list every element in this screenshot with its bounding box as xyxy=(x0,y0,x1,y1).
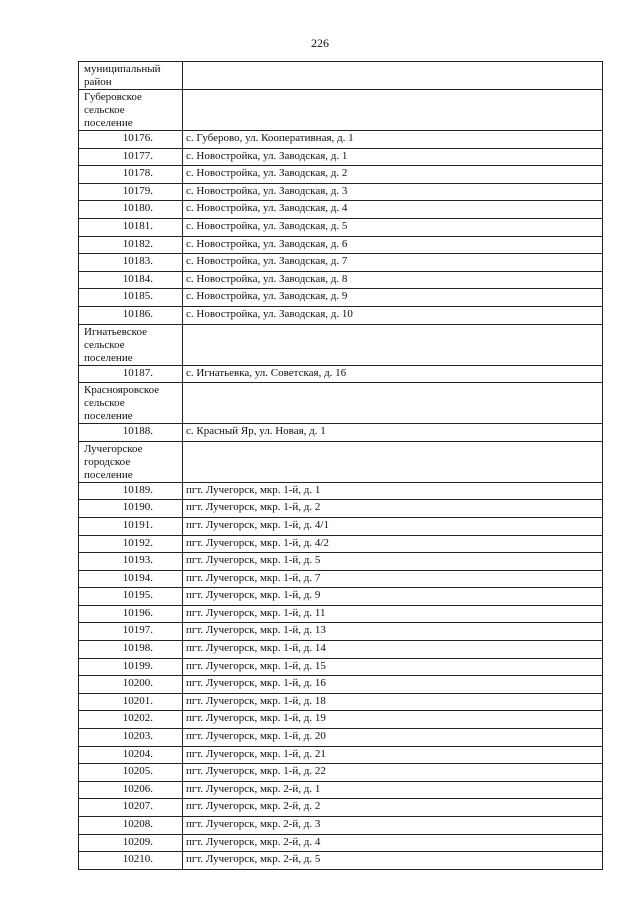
entry-address: пгт. Лучегорск, мкр. 1-й, д. 7 xyxy=(183,570,603,588)
entry-address: с. Новостройка, ул. Заводская, д. 3 xyxy=(183,183,603,201)
empty-cell xyxy=(183,441,603,482)
entry-number: 10205. xyxy=(79,764,183,782)
settlement-group-row xyxy=(79,324,603,365)
entry-number: 10190. xyxy=(79,500,183,518)
table-row xyxy=(79,693,603,711)
entry-address: пгт. Лучегорск, мкр. 1-й, д. 4/1 xyxy=(183,517,603,535)
empty-cell xyxy=(183,62,603,90)
settlement-group-row xyxy=(79,62,603,90)
entry-address: с. Новостройка, ул. Заводская, д. 7 xyxy=(183,254,603,272)
table-row xyxy=(79,676,603,694)
entry-address: пгт. Лучегорск, мкр. 2-й, д. 5 xyxy=(183,852,603,870)
table-row xyxy=(79,799,603,817)
entry-address: с. Губерово, ул. Кооперативная, д. 1 xyxy=(183,131,603,149)
entry-number: 10209. xyxy=(79,834,183,852)
entry-number: 10191. xyxy=(79,517,183,535)
entry-address: пгт. Лучегорск, мкр. 2-й, д. 2 xyxy=(183,799,603,817)
entry-number: 10195. xyxy=(79,588,183,606)
entry-address: пгт. Лучегорск, мкр. 1-й, д. 22 xyxy=(183,764,603,782)
table-row xyxy=(79,746,603,764)
table-row xyxy=(79,289,603,307)
entry-address: с. Новостройка, ул. Заводская, д. 5 xyxy=(183,218,603,236)
empty-cell xyxy=(183,383,603,424)
entry-number: 10177. xyxy=(79,148,183,166)
entry-number: 10188. xyxy=(79,424,183,442)
table-row xyxy=(79,148,603,166)
entry-number: 10181. xyxy=(79,218,183,236)
entry-number: 10201. xyxy=(79,693,183,711)
table-row xyxy=(79,271,603,289)
table-row xyxy=(79,834,603,852)
settlement-name: Лучегорское городское поселение xyxy=(79,441,183,482)
settlement-name: Игнатьевское сельское поселение xyxy=(79,324,183,365)
settlement-group-row xyxy=(79,383,603,424)
entry-address: пгт. Лучегорск, мкр. 2-й, д. 1 xyxy=(183,781,603,799)
entry-address: с. Новостройка, ул. Заводская, д. 2 xyxy=(183,166,603,184)
entry-number: 10208. xyxy=(79,817,183,835)
table-row xyxy=(79,306,603,324)
entry-number: 10182. xyxy=(79,236,183,254)
entry-number: 10192. xyxy=(79,535,183,553)
entry-number: 10189. xyxy=(79,482,183,500)
table-row xyxy=(79,817,603,835)
entry-number: 10183. xyxy=(79,254,183,272)
entry-number: 10193. xyxy=(79,553,183,571)
entry-address: пгт. Лучегорск, мкр. 1-й, д. 16 xyxy=(183,676,603,694)
settlement-name: Краснояровское сельское поселение xyxy=(79,383,183,424)
table-row xyxy=(79,588,603,606)
entry-number: 10184. xyxy=(79,271,183,289)
empty-cell xyxy=(183,324,603,365)
entry-number: 10180. xyxy=(79,201,183,219)
table-row xyxy=(79,131,603,149)
entry-number: 10197. xyxy=(79,623,183,641)
table-row xyxy=(79,711,603,729)
table-row xyxy=(79,201,603,219)
entry-number: 10185. xyxy=(79,289,183,307)
entry-address: с. Красный Яр, ул. Новая, д. 1 xyxy=(183,424,603,442)
entry-number: 10207. xyxy=(79,799,183,817)
table-row xyxy=(79,236,603,254)
settlement-group-row xyxy=(79,90,603,131)
entry-address: пгт. Лучегорск, мкр. 1-й, д. 15 xyxy=(183,658,603,676)
entry-address: с. Новостройка, ул. Заводская, д. 10 xyxy=(183,306,603,324)
entry-number: 10198. xyxy=(79,641,183,659)
table-row xyxy=(79,641,603,659)
settlement-name: муниципальный район xyxy=(79,62,183,90)
entry-address: пгт. Лучегорск, мкр. 1-й, д. 20 xyxy=(183,729,603,747)
table-row xyxy=(79,365,603,383)
entry-number: 10199. xyxy=(79,658,183,676)
entry-address: пгт. Лучегорск, мкр. 2-й, д. 3 xyxy=(183,817,603,835)
table-row xyxy=(79,570,603,588)
entry-number: 10176. xyxy=(79,131,183,149)
table-row xyxy=(79,764,603,782)
table-row xyxy=(79,623,603,641)
table-row xyxy=(79,781,603,799)
table-row xyxy=(79,500,603,518)
table-row xyxy=(79,852,603,870)
table-row xyxy=(79,218,603,236)
settlement-group-row xyxy=(79,441,603,482)
table-row xyxy=(79,729,603,747)
table-row xyxy=(79,535,603,553)
table-row xyxy=(79,424,603,442)
entry-number: 10202. xyxy=(79,711,183,729)
table-row xyxy=(79,658,603,676)
entry-number: 10187. xyxy=(79,365,183,383)
entry-address: пгт. Лучегорск, мкр. 1-й, д. 4/2 xyxy=(183,535,603,553)
table-row xyxy=(79,553,603,571)
register-body xyxy=(79,62,603,870)
entry-address: с. Новостройка, ул. Заводская, д. 6 xyxy=(183,236,603,254)
entry-address: с. Игнатьевка, ул. Советская, д. 16 xyxy=(183,365,603,383)
entry-number: 10204. xyxy=(79,746,183,764)
entry-address: с. Новостройка, ул. Заводская, д. 9 xyxy=(183,289,603,307)
entry-address: с. Новостройка, ул. Заводская, д. 4 xyxy=(183,201,603,219)
entry-address: пгт. Лучегорск, мкр. 1-й, д. 1 xyxy=(183,482,603,500)
entry-address: пгт. Лучегорск, мкр. 1-й, д. 5 xyxy=(183,553,603,571)
entry-address: пгт. Лучегорск, мкр. 1-й, д. 19 xyxy=(183,711,603,729)
table-row xyxy=(79,166,603,184)
table-row xyxy=(79,254,603,272)
entry-address: пгт. Лучегорск, мкр. 1-й, д. 18 xyxy=(183,693,603,711)
table-row xyxy=(79,517,603,535)
entry-address: пгт. Лучегорск, мкр. 1-й, д. 9 xyxy=(183,588,603,606)
entry-number: 10186. xyxy=(79,306,183,324)
address-register-table xyxy=(78,61,603,870)
entry-address: с. Новостройка, ул. Заводская, д. 8 xyxy=(183,271,603,289)
entry-address: пгт. Лучегорск, мкр. 1-й, д. 2 xyxy=(183,500,603,518)
entry-address: с. Новостройка, ул. Заводская, д. 1 xyxy=(183,148,603,166)
entry-number: 10206. xyxy=(79,781,183,799)
entry-address: пгт. Лучегорск, мкр. 1-й, д. 21 xyxy=(183,746,603,764)
page-number: 226 xyxy=(311,36,329,50)
entry-number: 10203. xyxy=(79,729,183,747)
entry-address: пгт. Лучегорск, мкр. 1-й, д. 13 xyxy=(183,623,603,641)
table-row xyxy=(79,183,603,201)
entry-number: 10196. xyxy=(79,605,183,623)
table-row xyxy=(79,605,603,623)
table-row xyxy=(79,482,603,500)
settlement-name: Губеровское сельское поселение xyxy=(79,90,183,131)
entry-number: 10194. xyxy=(79,570,183,588)
entry-number: 10210. xyxy=(79,852,183,870)
empty-cell xyxy=(183,90,603,131)
entry-address: пгт. Лучегорск, мкр. 2-й, д. 4 xyxy=(183,834,603,852)
entry-number: 10178. xyxy=(79,166,183,184)
entry-address: пгт. Лучегорск, мкр. 1-й, д. 14 xyxy=(183,641,603,659)
entry-address: пгт. Лучегорск, мкр. 1-й, д. 11 xyxy=(183,605,603,623)
entry-number: 10179. xyxy=(79,183,183,201)
entry-number: 10200. xyxy=(79,676,183,694)
